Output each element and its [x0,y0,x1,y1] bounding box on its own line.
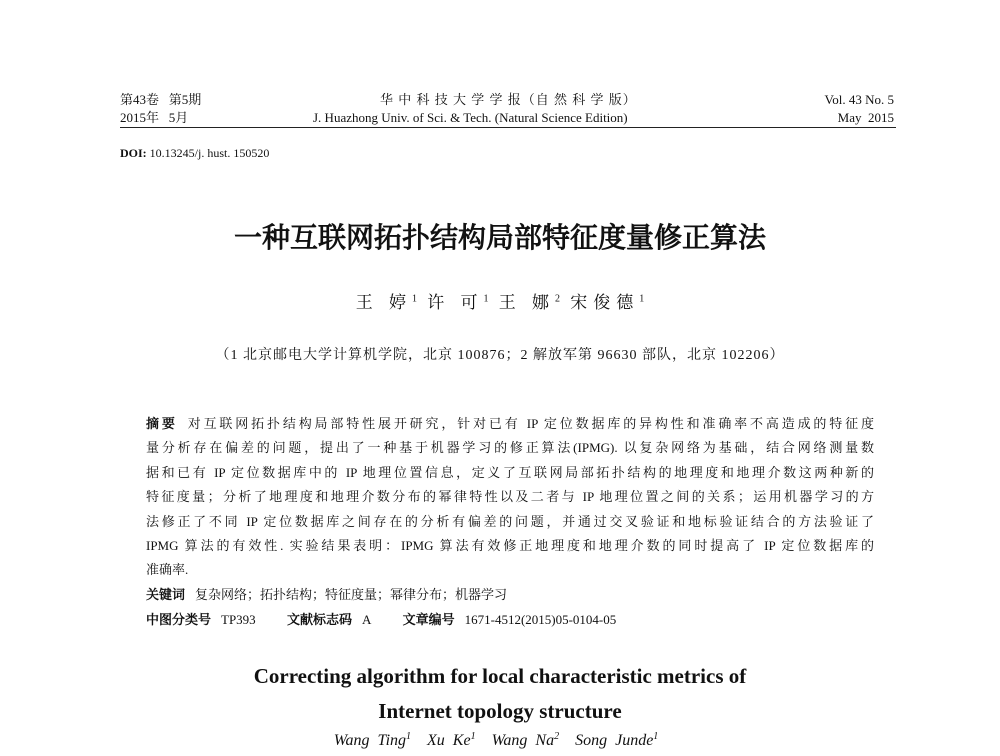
abstract-line: 特征度量；分析了地理度和地理介数分布的幂律特性以及二者与 IP 地理位置之间的关系；运用机器学习的方 [146,489,874,505]
abstract-line: 法修正了不同 IP 定位数据库之间存在的分析有偏差的问题，并通过交叉验证和地标验证结合的方法验证了 [146,513,874,529]
author: Song Junde$^1$ [575,731,659,750]
month: 5月 [168,110,189,125]
abstract-line: 准确率. [146,562,189,578]
author: Wang Na$^2$ [491,731,560,750]
author: 宋俊德$^1$ [570,293,645,312]
abstract-label: 摘要 [146,417,178,432]
abstract-line: IPMG 算法的有效性. 实验结果表明：IPMG 算法有效修正地理度和地理介数的同时提高了 IP 定位数据库的 [146,537,874,553]
author: Xu Ke$^1$ [427,731,476,750]
doc-code-value: A [361,612,372,627]
abstract-line: 量分析存在偏差的问题，提出了一种基于机器学习的修正算法(IPMG). 以复杂网络为基础，结合网络测量数 [146,440,874,456]
year: 2015年 [120,110,160,125]
english-authors [0,731,1000,750]
clc-label: 中图分类号 [146,613,212,628]
author: 王 娜$^2$ [498,293,560,312]
english-title-line1: Correcting algorithm for local characteristic metrics of [253,664,747,688]
keywords [146,584,535,603]
abstract-line: 据和已有 IP 定位数据库中的 IP 地理位置信息，定义了互联网局部拓扑结构的地理度和地理介数这两种新的 [146,464,874,480]
doi [120,146,269,161]
clc-value: TP393 [221,612,256,627]
volume-issue [120,92,201,108]
article-id-value: 1671-4512(2015)05-0104-05 [464,612,617,627]
vol-no-en: Vol. 43 No. 5 [824,92,894,107]
paper-title: 一种互联网拓扑结构局部特征度量修正算法 [233,221,766,254]
journal-name-en: J. Huazhong Univ. of Sci. & Tech. (Natural Science Edition) [313,110,628,125]
abstract-line: 摘要 对互联网拓扑结构局部特性展开研究，针对已有 IP 定位数据库的异构性和准确率不高造成的特征度 [146,416,874,432]
date-en: May 2015 [837,110,894,125]
year-month [120,110,188,126]
author: Wang Ting$^1$ [333,731,412,750]
abstract [146,412,874,583]
header-rule [120,127,896,128]
volume: 第43卷 [120,92,160,107]
authors [0,288,1000,313]
doi-label: DOI: [120,146,147,160]
author: 许 可$^1$ [427,293,489,312]
keywords-value: 复杂网络；拓扑结构；特征度量；幂律分布；机器学习 [195,587,508,602]
article-id-label: 文章编号 [402,613,455,628]
keywords-label: 关键词 [146,588,186,603]
classification [146,609,644,628]
doc-code-label: 文献标志码 [286,613,352,628]
issue: 第5期 [168,92,202,107]
doi-value: 10.13245/j. hust. 150520 [149,146,270,160]
journal-name-cn: 华 中 科 技 大 学 学 报（自 然 科 学 版） [380,92,637,107]
affiliation: （1 北京邮电大学计算机学院，北京 100876；2 解放军第 96630 部队，北京 102206） [215,348,785,363]
english-title-line2: Internet topology structure [378,699,622,723]
author: 王 婷$^1$ [355,293,417,312]
